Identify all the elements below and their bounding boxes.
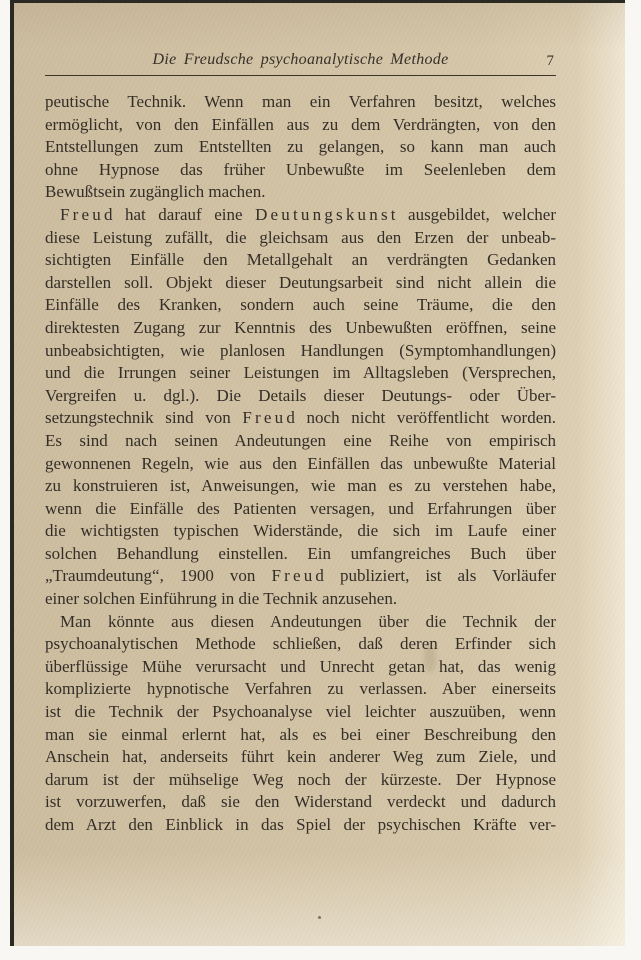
text-line: peutische Technik. Wenn man ein Verfahren besitzt, welches [45, 92, 556, 111]
body-text [45, 91, 556, 837]
text-line: Anschein hat, anderseits führt kein anderer Weg zum Ziele, und [45, 747, 556, 767]
page-number: 7 [546, 53, 554, 69]
text-line: überflüssige Mühe verursacht und Unrecht getan hat, das wenig [45, 656, 556, 676]
letterspaced-term: Freud [271, 566, 328, 586]
text-line: komplizierte hypnotische Verfahren zu verlassen. Aber einerseits [45, 679, 556, 699]
letterspaced-term: Freud [60, 204, 116, 224]
text-line: setzungstechnik sind von Freud noch nicht veröffentlicht worden. [45, 408, 557, 428]
text-line: dem Arzt den Einblick in das Spiel der psychischen Kräfte ver- [45, 815, 556, 834]
text-line: ist vorzuwerfen, daß sie den Widerstand verdeckt und dadurch [45, 792, 556, 812]
running-title: Die Freudsche psychoanalytische Methode [152, 51, 449, 68]
text-line: wenn die Einfälle des Patienten versagen, und Erfahrungen über [45, 498, 556, 518]
text-line: ohne Hypnose das früher Unbewußte im Seelenleben dem [45, 159, 556, 179]
text-line: „Traumdeutung“, 1900 von Freud publiziert, ist als Vorläufer [45, 566, 557, 586]
text-line: Man könnte aus diesen Andeutungen über die Technik der [60, 611, 556, 631]
text-line: Es sind nach seinen Andeutungen eine Reihe von empirisch [45, 430, 556, 450]
header-rule [45, 75, 556, 76]
text-line: darstellen soll. Objekt dieser Deutungsarbeit sind nicht allein die [45, 272, 556, 292]
text-line: ermöglicht, von den Einfällen aus zu dem Verdrängten, von den [45, 114, 556, 134]
text-line: darum ist der mühselige Weg noch der kürzeste. Der Hypnose [45, 769, 556, 789]
text-line: gewonnenen Regeln, wie aus den Einfällen das unbewußte Material [45, 453, 556, 473]
paper-smudge [424, 643, 436, 673]
text-line: man sie einmal erlernt hat, als es bei einer Beschreibung den [45, 724, 556, 744]
text-line: ist die Technik der Psychoanalyse viel leichter auszuüben, wenn [45, 702, 556, 722]
text-line: einer solchen Einführung in die Technik anzusehen. [45, 589, 398, 609]
letterspaced-term: Freud [242, 408, 299, 428]
text-line: zu konstruieren ist, Anweisungen, wie man es zu verstehen habe, [45, 476, 556, 496]
paper-speck [318, 916, 321, 919]
letterspaced-term: Deutungskunst [255, 204, 399, 224]
text-line: Bewußtsein zugänglich machen. [45, 182, 266, 202]
text-line: direktesten Zugang zur Kenntnis des Unbewußten eröffnen, seine [45, 317, 556, 337]
text-line: und die Irrungen seiner Leistungen im Alltagsleben (Versprechen, [45, 363, 556, 383]
text-line: diese Leistung zufällt, die gleichsam aus den Erzen der unbeab- [45, 227, 556, 247]
text-line: Entstellungen zum Entstellten zu gelangen, so kann man auch [45, 137, 556, 157]
text-line: Vergreifen u. dgl.). Die Details dieser Deutungs- oder Über- [45, 385, 556, 405]
text-line: solchen Behandlung einstellen. Ein umfangreiches Buch über [45, 543, 556, 563]
text-line: die wichtigsten typischen Widerstände, die sich im Laufe einer [45, 521, 556, 541]
text-line: Einfälle des Kranken, sondern auch seine Träume, die den [45, 295, 556, 315]
text-line: sichtigten Einfälle den Metallgehalt an verdrängten Gedanken [45, 250, 556, 270]
text-line: psychoanalytischen Methode schließen, daß deren Erfinder sich [45, 634, 556, 654]
text-line: unbeabsichtigten, wie planlosen Handlungen (Symptomhandlungen) [45, 340, 556, 360]
book-page [10, 0, 625, 946]
text-line: Freud hat darauf eine Deutungskunst ausgebildet, welcher [60, 204, 557, 224]
page-header [45, 51, 556, 73]
